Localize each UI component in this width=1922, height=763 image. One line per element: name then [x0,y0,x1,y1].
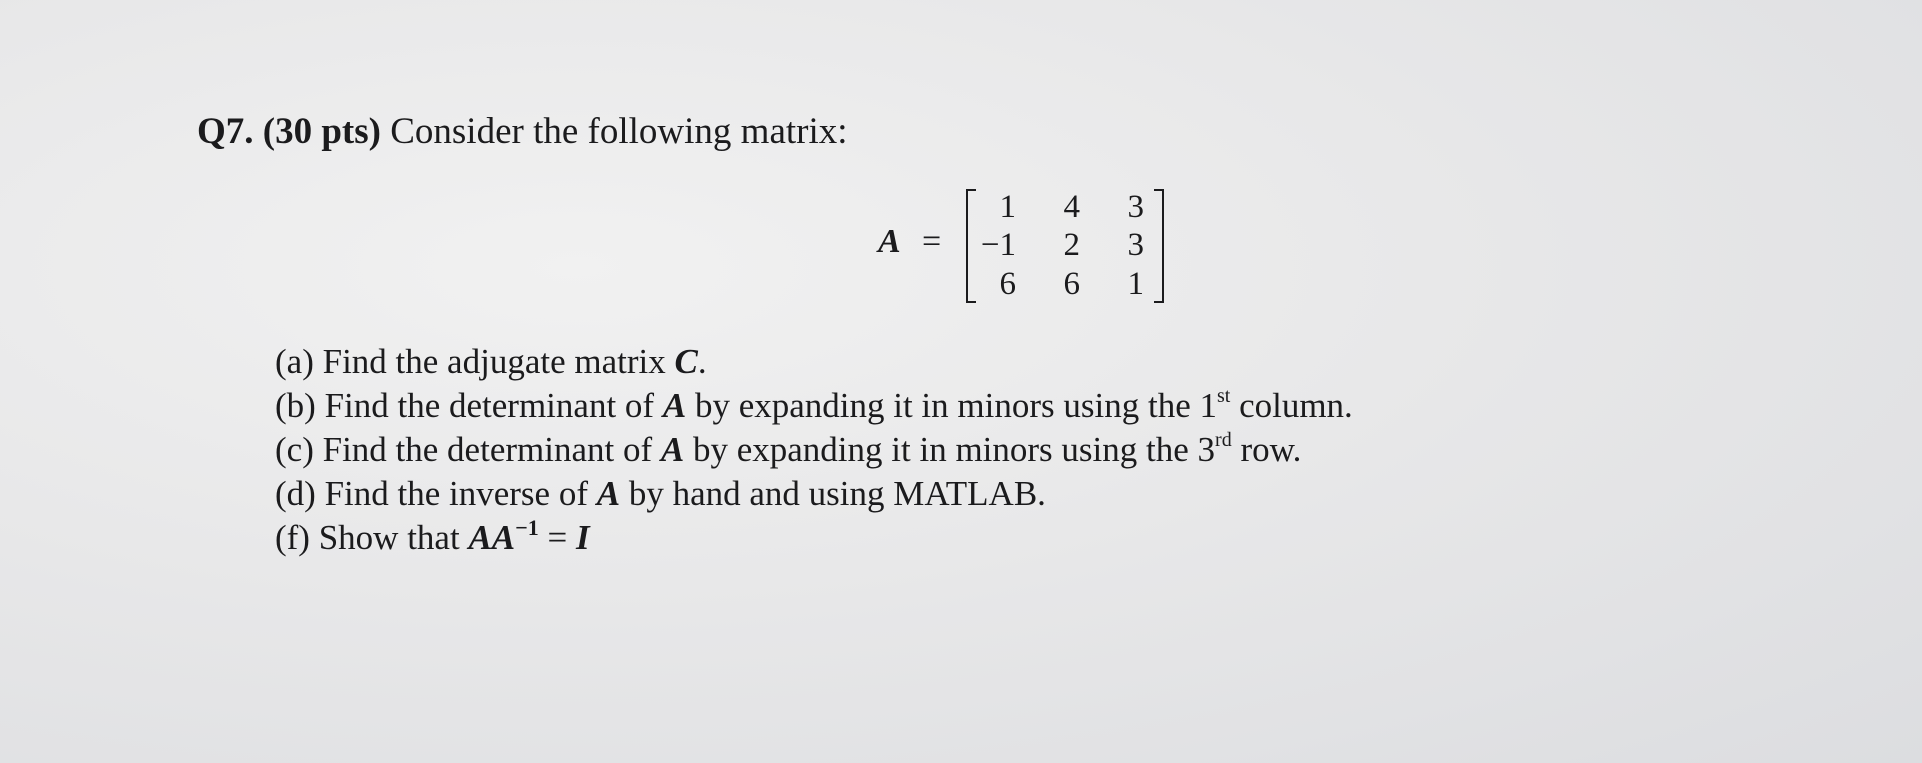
part-text: by expanding it in minors using the 1 [686,386,1217,425]
equals-sign: = [922,223,942,260]
matrix-cell: −1 [980,227,1016,263]
part-emph: A [662,386,687,425]
question-prompt: Consider the following matrix: [390,111,848,152]
part-text: by hand and using MATLAB. [620,474,1046,513]
matrix-cell: 1 [1127,266,1144,302]
matrix-equation [870,186,1170,304]
part-c [275,428,1353,472]
matrix-cell: 6 [1063,266,1080,302]
math-base: AA [468,518,516,557]
matrix-cell: 3 [1127,227,1144,263]
part-letter: (d) [275,474,316,513]
part-text: Find the adjugate matrix [322,342,675,381]
part-d [275,472,1353,516]
part-superscript: st [1216,385,1231,407]
part-f [275,516,1353,560]
matrix-grid [968,186,1160,306]
part-letter: (f) [275,518,310,557]
part-b [275,384,1353,428]
math-rhs: I [575,518,590,557]
part-tail: . [697,342,707,381]
part-letter: (b) [275,386,316,425]
matrix-cell: 6 [999,266,1016,302]
part-emph: A [596,474,621,513]
matrix-label: A [878,223,901,260]
part-superscript: rd [1215,429,1232,451]
matrix-cell: 1 [999,189,1016,225]
part-emph: C [674,342,698,381]
right-bracket [1154,189,1164,303]
question-header [197,110,848,154]
part-tail: column. [1230,386,1353,425]
math-expression [468,515,539,557]
matrix-cell: 4 [1063,189,1080,225]
part-text: by expanding it in minors using the 3 [684,430,1216,469]
part-letter: (a) [275,342,314,381]
parts-list [275,340,1353,560]
part-a [275,340,1353,384]
part-tail: row. [1231,430,1302,469]
math-equals: = [538,518,576,557]
part-letter: (c) [275,430,314,469]
part-text: Find the inverse of [324,474,597,513]
question-number: Q7. [197,111,254,152]
matrix-cell: 3 [1127,189,1144,225]
part-text: Show that [318,518,469,557]
part-text: Find the determinant of [322,430,661,469]
math-superscript: −1 [515,515,539,540]
matrix-cell: 2 [1063,227,1080,263]
question-points: (30 pts) [262,111,381,152]
part-text: Find the determinant of [324,386,663,425]
part-emph: A [660,430,685,469]
